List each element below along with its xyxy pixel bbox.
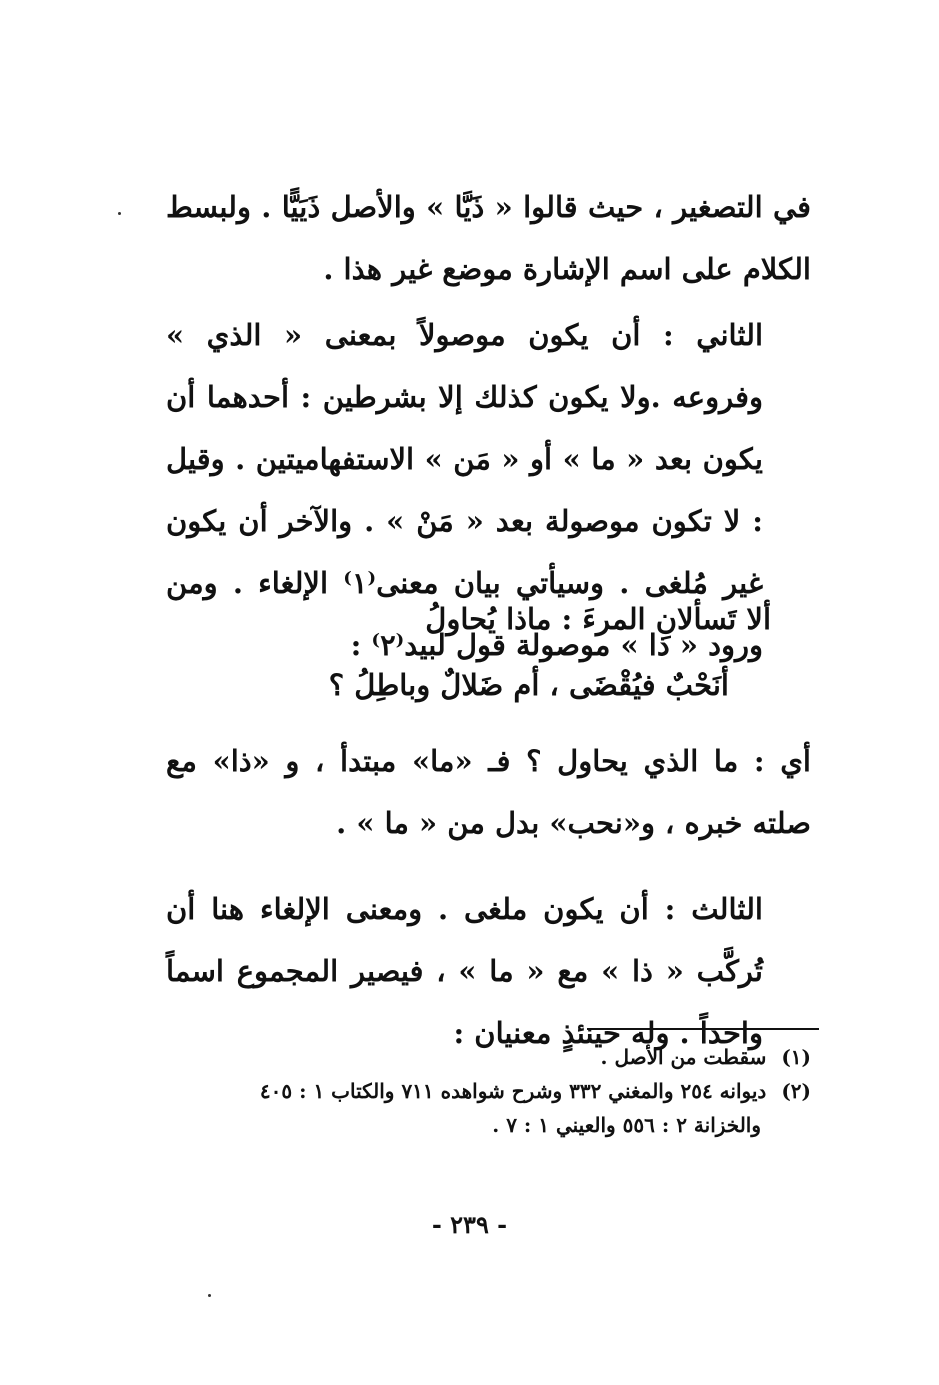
footnote-2-continuation: والخزانة ٢ : ٥٥٦ والعيني ١ : ٧ .: [492, 1113, 761, 1137]
paragraph-third-usage: [166, 878, 811, 1064]
footnote-1: [171, 1040, 811, 1074]
footnote-2: [171, 1074, 811, 1108]
scan-speck: [118, 212, 121, 215]
paragraph-text: الثاني : أن يكون موصولاً بمعنى « الذي » وفروعه .ولا يكون كذلك إلا بشرطين : أحدهما أن يكون بعد « ما » أو « مَن » الاستفهاميتين . وقيل : لا تكون موصولة بعد « مَنْ » . والآخر أن يكون غير مُلغى . وسيأتي بيان معنى⁽١⁾ الإلغاء . ومن ورود « ذا » موصولة قول لبيد⁽٢⁾ :: [166, 318, 764, 662]
poem-verse-first-hemistich: ألا تَسألانِ المرءَ : ماذا يُحاولُ: [425, 602, 771, 636]
footnote-divider: [587, 1028, 819, 1030]
paragraph-text: في التصغير ، حيث قالوا « ذَيَّا » والأصل ذَيَيًّا . ولبسط الكلام على اسم الإشارة موضع غير هذا .: [166, 190, 811, 286]
poem-verse-second-hemistich: أنَحْبٌ فيُقْضَى ، أم ضَلالٌ وباطِلُ ؟: [328, 668, 729, 702]
scan-speck: [208, 1294, 211, 1297]
paragraph-explanation: [166, 730, 811, 854]
page-number: - ٢٣٩ -: [431, 1210, 508, 1239]
paragraph-text: الثالث : أن يكون ملغى . ومعنى الإلغاء هنا أن تُركَّب « ذا » مع « ما » ، فيصير المجموع اسماً واحداً . وله حينئذٍ معنيان :: [166, 892, 763, 1050]
footnote-text: سقطت من الأصل .: [600, 1045, 767, 1069]
footnote-text: ديوانه ٢٥٤ والمغني ٣٣٢ وشرح شواهده ٧١١ والكتاب ١ : ٤٠٥: [259, 1079, 767, 1103]
footnote-number: (١): [781, 1045, 811, 1069]
paragraph-text: أي : ما الذي يحاول ؟ فـ «ما» مبتدأ ، و «ذا» مع صلته خبره ، و«نحب» بدل من « ما » .: [166, 744, 811, 840]
footnote-number: (٢): [781, 1079, 811, 1103]
footnotes: [171, 1040, 811, 1142]
paragraph-continuation: [166, 176, 811, 300]
